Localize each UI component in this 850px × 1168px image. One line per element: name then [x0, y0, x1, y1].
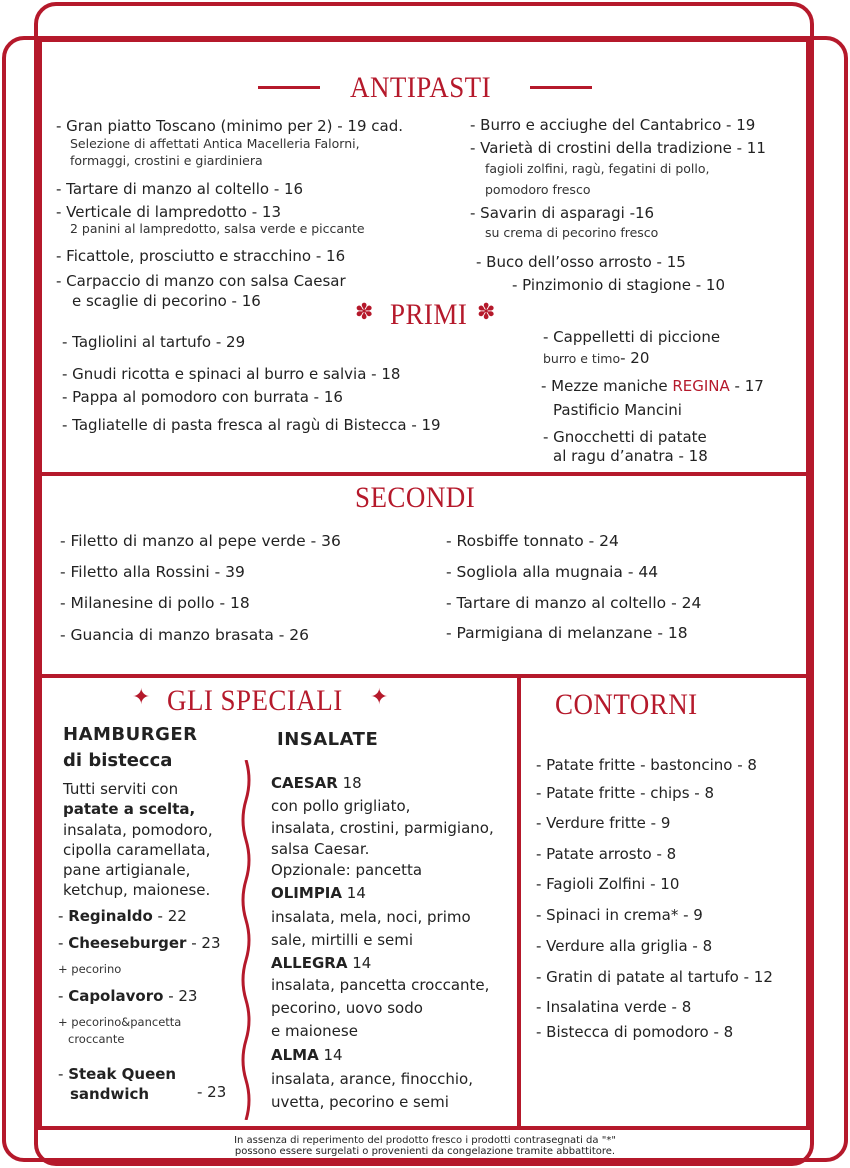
secondo-item: - Parmigiana di melanzane - 18 [446, 624, 688, 642]
insalata-desc: Opzionale: pancetta [271, 861, 423, 879]
antipasti-title: ANTIPASTI [350, 71, 492, 104]
primo-item: - Cappelletti di piccione [543, 328, 721, 346]
insalata-name: ALLEGRA [271, 954, 348, 972]
secondo-item: - Sogliola alla mugnaia - 44 [446, 563, 659, 581]
secondo-item: - Tartare di manzo al coltello - 24 [446, 594, 702, 612]
antipasto-item: - Buco dell’osso arrosto - 15 [476, 253, 686, 271]
antipasto-desc: su crema di pecorino fresco [485, 225, 659, 240]
insalata-price: 18 [337, 774, 362, 792]
antipasto-desc: fagioli zolfini, ragù, fegatini di pollo, [485, 161, 710, 176]
title-ornament-left [258, 86, 320, 89]
insalata-item [271, 954, 371, 972]
burger-price: - 22 [152, 907, 187, 925]
burger-item: - Cheeseburger - 23 [58, 934, 221, 952]
insalata-desc: e maionese [271, 1022, 358, 1040]
hamburger-desc: pane artigianale, [63, 861, 191, 879]
hamburger-desc: cipolla caramellata, [63, 841, 211, 859]
insalata-desc: salsa Caesar. [271, 840, 370, 858]
primo-item: - Gnudi ricotta e spinaci al burro e salvia - 18 [62, 365, 401, 383]
insalata-price: 14 [342, 884, 366, 902]
inner-frame-left [38, 40, 42, 1130]
burger-name: Capolavoro [68, 987, 164, 1005]
insalata-desc: pecorino, uovo sodo [271, 999, 423, 1017]
inner-frame-right [806, 40, 810, 1130]
hamburger-subtitle: di bistecca [63, 750, 173, 771]
burger-note: + pecorino [58, 962, 122, 976]
primo-item: - Pappa al pomodoro con burrata - 16 [62, 388, 343, 406]
insalata-desc: insalata, pancetta croccante, [271, 976, 490, 994]
primo-price: - 17 [729, 377, 764, 395]
primo-item: - Tagliolini al tartufo - 29 [62, 333, 246, 351]
insalata-name: ALMA [271, 1046, 319, 1064]
burger-price: - 23 [163, 987, 198, 1005]
antipasto-desc: 2 panini al lampredotto, salsa verde e piccante [70, 221, 365, 236]
hamburger-desc: Tutti serviti con [63, 780, 179, 798]
primo-desc: al ragu d’anatra - 18 [553, 447, 708, 465]
primo-desc: Pastificio Mancini [553, 401, 682, 419]
divider-antipasti-secondi [38, 472, 810, 476]
wavy-divider [238, 760, 254, 1120]
hamburger-desc: insalata, pomodoro, [63, 821, 213, 839]
secondo-item: - Guancia di manzo brasata - 26 [60, 626, 309, 644]
contorno-item: - Patate arrosto - 8 [536, 845, 677, 863]
insalata-item [271, 774, 362, 792]
contorni-title: CONTORNI [555, 688, 698, 721]
antipasto-item: - Pinzimonio di stagione - 10 [512, 276, 726, 294]
burger-price: - 23 [186, 934, 221, 952]
secondi-title: SECONDI [355, 481, 476, 514]
antipasto-desc: pomodoro fresco [485, 182, 591, 197]
hamburger-desc: ketchup, maionese. [63, 881, 211, 899]
antipasto-item: - Verticale di lampredotto - 13 [56, 203, 282, 221]
antipasto-item: - Savarin di asparagi -16 [470, 204, 655, 222]
primo-item: - Mezze maniche [541, 377, 673, 395]
primi-title: PRIMI [390, 298, 468, 331]
contorno-item: - Gratin di patate al tartufo - 12 [536, 968, 773, 986]
primo-desc-row [543, 348, 649, 367]
primo-item: - Tagliatelle di pasta fresca al ragù di Bistecca - 19 [62, 416, 441, 434]
insalata-desc: insalata, crostini, parmigiano, [271, 819, 494, 837]
divider-speciali-contorni [517, 676, 521, 1128]
antipasto-item: - Gran piatto Toscano (minimo per 2) - 19 cad. [56, 117, 403, 135]
insalata-desc: con pollo grigliato, [271, 797, 411, 815]
insalata-item [271, 1046, 343, 1064]
burger-note: + pecorino&pancetta [58, 1015, 182, 1029]
antipasto-item: - Carpaccio di manzo con salsa Caesar [56, 272, 346, 290]
footer-note: possono essere surgelati o provenienti da congelazione tramite abbattitore. [234, 1146, 616, 1157]
divider-secondi-speciali [38, 674, 810, 678]
burger-item: - Capolavoro - 23 [58, 987, 198, 1005]
insalata-name: CAESAR [271, 774, 338, 792]
burger-item: - Steak Queen [58, 1065, 177, 1083]
insalata-desc: insalata, mela, noci, primo [271, 908, 471, 926]
contorno-item: - Insalatina verde - 8 [536, 998, 692, 1016]
secondo-item: - Milanesine di pollo - 18 [60, 594, 250, 612]
secondo-item: - Filetto di manzo al pepe verde - 36 [60, 532, 341, 550]
star-icon: ✦ [132, 685, 151, 710]
hamburger-desc: patate a scelta, [63, 800, 196, 818]
contorno-item: - Verdure fritte - 9 [536, 814, 671, 832]
antipasto-desc: Selezione di affettati Antica Macelleria Falorni, [70, 136, 360, 151]
flower-icon: ✽ [355, 300, 374, 325]
flower-icon: ✽ [477, 300, 496, 325]
contorno-item: - Spinaci in crema* - 9 [536, 906, 703, 924]
insalata-item [271, 884, 366, 902]
burger-price: - 23 [197, 1083, 227, 1101]
insalate-title: INSALATE [277, 729, 379, 750]
title-ornament-right [530, 86, 592, 89]
insalata-desc: insalata, arance, finocchio, [271, 1070, 473, 1088]
contorno-item: - Fagioli Zolfini - 10 [536, 875, 680, 893]
burger-name: Steak Queen [68, 1065, 177, 1083]
primo-item: - Gnocchetti di patate [543, 428, 707, 446]
hamburger-title: HAMBURGER [63, 724, 198, 745]
inner-frame-top [38, 38, 810, 42]
antipasto-item: - Tartare di manzo al coltello - 16 [56, 180, 304, 198]
antipasto-item: - Ficattole, prosciutto e stracchino - 16 [56, 247, 346, 265]
brand-highlight: REGINA [672, 377, 730, 395]
antipasto-item: - Varietà di crostini della tradizione - 11 [470, 139, 766, 157]
burger-name: Cheeseburger [68, 934, 187, 952]
insalata-desc: uvetta, pecorino e semi [271, 1093, 449, 1111]
footer-note: In assenza di reperimento del prodotto fresco i prodotti contrasegnati da "*" [234, 1135, 616, 1146]
insalata-name: OLIMPIA [271, 884, 343, 902]
burger-note: croccante [68, 1032, 125, 1046]
contorno-item: - Patate fritte - bastoncino - 8 [536, 756, 757, 774]
secondo-item: - Filetto alla Rossini - 39 [60, 563, 245, 581]
burger-item: - Reginaldo - 22 [58, 907, 187, 925]
insalata-desc: sale, mirtilli e semi [271, 931, 414, 949]
antipasto-desc-cont: e scaglie di pecorino - 16 [72, 292, 261, 310]
contorno-item: - Patate fritte - chips - 8 [536, 784, 715, 802]
contorno-item: - Bistecca di pomodoro - 8 [536, 1023, 734, 1041]
insalata-price: 14 [318, 1046, 343, 1064]
burger-name: sandwich [70, 1085, 150, 1103]
antipasto-item: - Burro e acciughe del Cantabrico - 19 [470, 116, 756, 134]
star-icon: ✦ [370, 685, 389, 710]
antipasto-desc: formaggi, crostini e giardiniera [70, 153, 263, 168]
primo-price: - 20 [620, 349, 650, 367]
burger-name: Reginaldo [68, 907, 153, 925]
bottom-frame-line [38, 1126, 810, 1130]
secondo-item: - Rosbiffe tonnato - 24 [446, 532, 619, 550]
primo-item-row [541, 377, 764, 395]
contorno-item: - Verdure alla griglia - 8 [536, 937, 713, 955]
insalata-price: 14 [347, 954, 372, 972]
primo-desc: burro e timo [543, 351, 621, 366]
speciali-title: GLI SPECIALI [167, 684, 343, 717]
